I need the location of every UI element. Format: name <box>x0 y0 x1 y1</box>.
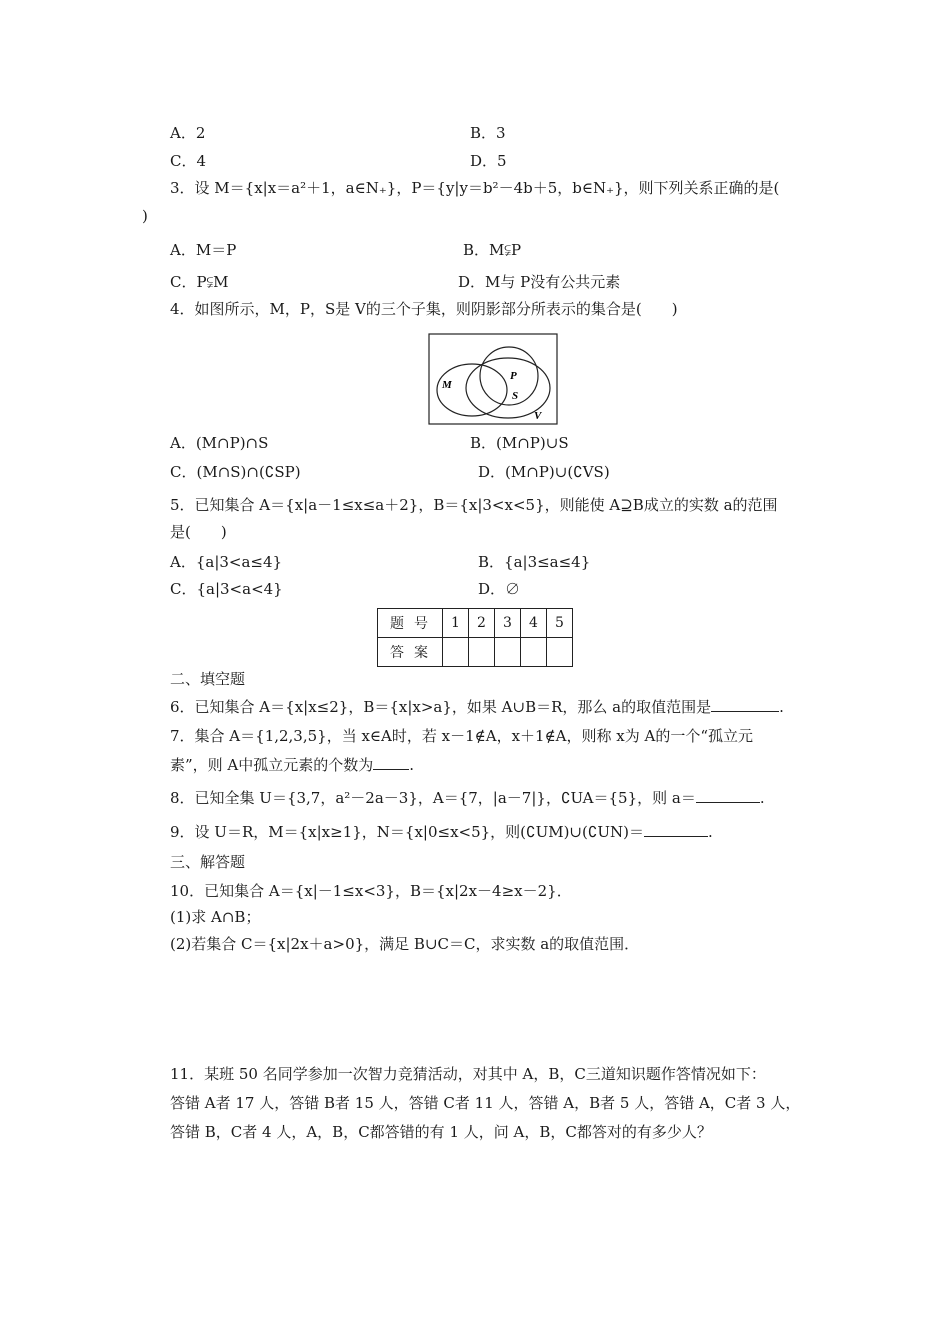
table-header-answer: 答案 <box>378 638 443 667</box>
q4-option-d: D．(M∩P)∪(∁VS) <box>478 463 610 481</box>
q6-line <box>170 697 784 717</box>
q8-line <box>170 788 765 808</box>
q6-text: 6．已知集合 A＝{x|x≤2}，B＝{x|x>a}，如果 A∪B＝R，那么 a的取值范围是 <box>170 698 712 716</box>
table-cell: 3 <box>495 609 521 638</box>
q8-text: 8．已知全集 U＝{3,7，a²－2a－3}，A＝{7，|a－7|}，∁UA＝{5}，则 a＝ <box>170 789 696 807</box>
q2-option-b: B．3 <box>470 124 506 142</box>
q2-option-d: D．5 <box>470 152 507 170</box>
q10-part2: (2)若集合 C＝{x|2x＋a>0}，满足 B∪C＝C，求实数 a的取值范围． <box>170 935 640 953</box>
label-v: V <box>534 410 542 422</box>
label-m: M <box>442 379 452 391</box>
q5-stem-line1: 5．已知集合 A＝{x|a－1≤x≤a＋2}，B＝{x|3<x<5}，则能使 A⊇B成立的实数 a的范围 <box>170 496 778 514</box>
answer-cell-1[interactable] <box>443 638 469 667</box>
q11-line2: 答错 A者 17 人，答错 B者 15 人，答错 C者 11 人，答错 A，B者 5 人，答错 A，C者 3 人， <box>170 1094 801 1112</box>
q2-option-c: C．4 <box>170 152 207 170</box>
q5-option-c: C．{a|3<a<4} <box>170 580 283 598</box>
table-cell: 2 <box>469 609 495 638</box>
q4-option-b: B．(M∩P)∪S <box>470 434 569 452</box>
q5-option-a: A．{a|3<a≤4} <box>170 553 283 571</box>
q3-option-b: B．M⫋P <box>463 241 522 259</box>
q7-line2 <box>170 755 414 775</box>
q11-line1: 11．某班 50 名同学参加一次智力竞猜活动，对其中 A，B，C三道知识题作答情况如下： <box>170 1065 766 1083</box>
table-cell: 5 <box>547 609 573 638</box>
q3-option-c: C．P⫋M <box>170 273 229 291</box>
answer-cell-4[interactable] <box>521 638 547 667</box>
table-cell: 4 <box>521 609 547 638</box>
section-heading-fill-in: 二、填空题 <box>170 670 246 688</box>
table-cell: 1 <box>443 609 469 638</box>
answer-cell-5[interactable] <box>547 638 573 667</box>
q10-part1: (1)求 A∩B； <box>170 908 261 926</box>
q9-end: . <box>708 823 713 841</box>
q10-stem: 10．已知集合 A＝{x|－1≤x<3}，B＝{x|2x－4≥x－2}． <box>170 882 572 900</box>
q9-answer-blank[interactable] <box>644 822 708 837</box>
q7-text: 素”，则 A中孤立元素的个数为 <box>170 756 374 774</box>
table-row <box>378 638 573 667</box>
q5-option-d: D．∅ <box>478 580 521 598</box>
q9-line <box>170 822 713 842</box>
q8-answer-blank[interactable] <box>696 788 760 803</box>
q5-option-b: B．{a|3≤a≤4} <box>478 553 591 571</box>
q6-end: . <box>779 698 784 716</box>
q11-line3: 答错 B，C者 4 人，A，B，C都答错的有 1 人，问 A，B，C都答对的有多少人？ <box>170 1123 712 1141</box>
q4-option-c: C．(M∩S)∩(∁SP) <box>170 463 301 481</box>
q4-option-a: A．(M∩P)∩S <box>170 434 269 452</box>
q4-stem: 4．如图所示，M，P，S是 V的三个子集，则阴影部分所表示的集合是( ) <box>170 300 678 318</box>
q7-end: . <box>409 756 415 774</box>
q3-stem-line1: 3．设 M＝{x|x＝a²＋1，a∈N₊}，P＝{y|y＝b²－4b＋5，b∈N₊}，则下列关系正确的是( <box>170 179 780 197</box>
q6-answer-blank[interactable] <box>711 697 779 712</box>
q5-stem-line2: 是( ) <box>170 523 227 541</box>
section-heading-solve: 三、解答题 <box>170 853 246 871</box>
q7-answer-blank[interactable] <box>373 755 409 770</box>
answer-cell-3[interactable] <box>495 638 521 667</box>
label-s: S <box>512 390 519 402</box>
q2-option-a: A．2 <box>170 124 206 142</box>
answer-table <box>377 608 573 667</box>
q7-line1: 7．集合 A＝{1,2,3,5}，当 x∈A时，若 x－1∉A，x＋1∉A，则称 x为 A的一个“孤立元 <box>170 727 754 745</box>
table-header-number: 题号 <box>378 609 443 638</box>
table-row <box>378 609 573 638</box>
q9-text: 9．设 U＝R，M＝{x|x≥1}，N＝{x|0≤x<5}，则(∁UM)∪(∁UN)＝ <box>170 823 645 841</box>
q3-option-d: D．M与 P没有公共元素 <box>458 273 621 291</box>
label-p: P <box>510 370 517 382</box>
venn-diagram <box>428 333 558 425</box>
answer-cell-2[interactable] <box>469 638 495 667</box>
q3-option-a: A．M＝P <box>170 241 237 259</box>
q3-stem-line2: ) <box>142 207 148 225</box>
q8-end: . <box>759 789 765 807</box>
